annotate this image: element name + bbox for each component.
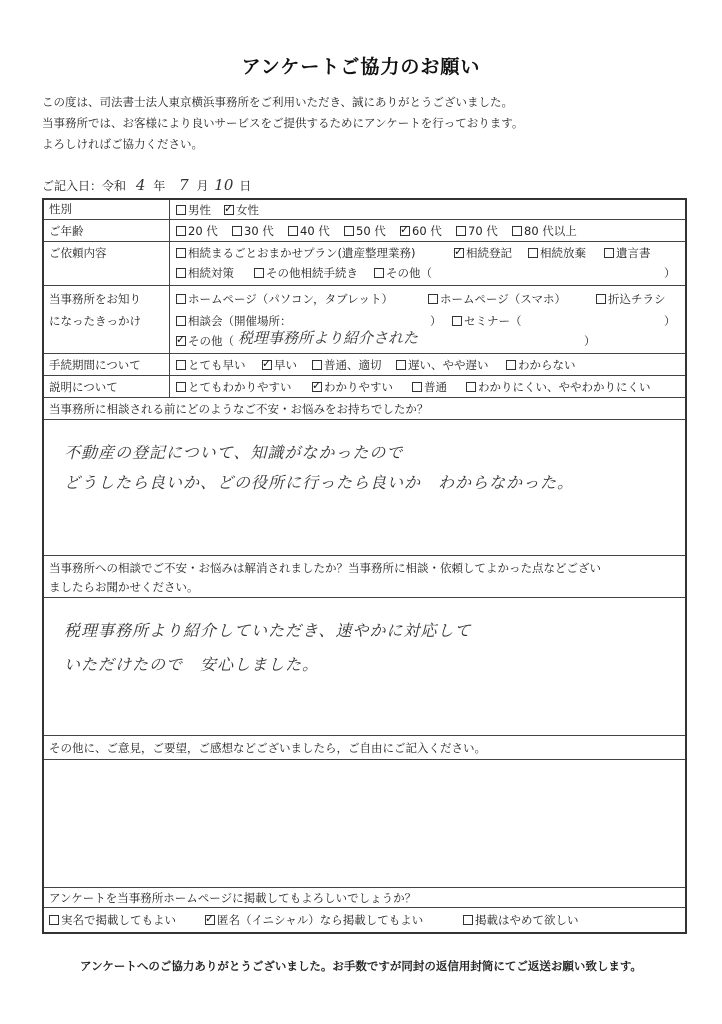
checkbox-checked[interactable] [400, 226, 410, 236]
checkbox[interactable] [374, 268, 384, 278]
footer-message: アンケートへのご協力ありがとうございました。お手数ですが同封の返信用封筒にてご返送お願い致します。 [80, 959, 642, 973]
close-paren: ） [664, 314, 676, 328]
source-row [44, 286, 685, 354]
q2-question-line: 当事務所への相談でご不安・お悩みは解消されましたか？当事務所に相談・依頼してよかった点などござい [49, 561, 601, 575]
checkbox[interactable] [176, 226, 186, 236]
option-inheritance-planning[interactable] [176, 264, 234, 282]
q1-header-row [44, 398, 685, 420]
q2-question-line: ましたらお聞かせください。 [49, 580, 199, 594]
option-label: 相続対策 [188, 266, 234, 280]
option-label: 50 代 [356, 224, 386, 238]
option-label: 実名で掲載してもよい [61, 913, 176, 927]
checkbox[interactable] [506, 360, 516, 370]
age-label [44, 220, 170, 241]
checkbox[interactable] [176, 268, 186, 278]
q1-answer-line: どうしたら良いか、どの役所に行ったら良いか わからなかった。 [64, 473, 575, 492]
gender-row [44, 200, 685, 220]
date-year-unit: 年 [153, 179, 166, 193]
option-label: 20 代 [188, 224, 218, 238]
source-label-text-2: になったきっかけ [49, 314, 141, 328]
option-label: 早い [274, 358, 297, 372]
checkbox[interactable] [596, 294, 606, 304]
option-very-clear[interactable] [176, 378, 292, 396]
option-label: 相談会（開催場所： [188, 314, 292, 328]
checkbox[interactable] [176, 360, 186, 370]
close-paren: ） [584, 334, 596, 348]
option-other-procedures[interactable] [254, 264, 358, 282]
period-label-text: 手続期間について [49, 358, 141, 372]
option-other[interactable] [374, 264, 432, 282]
checkbox[interactable] [456, 226, 466, 236]
checkbox-checked[interactable] [176, 336, 186, 346]
option-will[interactable] [604, 244, 651, 262]
option-unclear[interactable] [466, 378, 651, 396]
age-label-text: ご年齢 [49, 224, 84, 238]
option-consultation-event[interactable] [176, 312, 292, 330]
option-40s[interactable] [288, 222, 330, 240]
option-label: 折込チラシ [608, 292, 666, 306]
q4-options-row [44, 908, 685, 932]
date-day[interactable]: 10 [214, 176, 234, 194]
option-female[interactable] [224, 201, 259, 219]
option-label: 70 代 [468, 224, 498, 238]
date-label: ご記入日：令和 [42, 179, 127, 193]
age-row [44, 220, 685, 242]
request-label [44, 242, 170, 285]
source-other-handwritten[interactable]: 税理事務所より紹介された [238, 329, 419, 347]
checkbox-checked[interactable] [312, 382, 322, 392]
q1-answer-line: 不動産の登記について、知識がなかったので [64, 443, 404, 462]
checkbox[interactable] [512, 226, 522, 236]
checkbox[interactable] [604, 248, 614, 258]
period-row [44, 354, 685, 376]
checkbox[interactable] [396, 360, 406, 370]
q2-answer-line: 税理事務所より紹介していただき、速やかに対応して [64, 621, 472, 640]
option-50s[interactable] [344, 222, 386, 240]
option-20s[interactable] [176, 222, 218, 240]
option-70s[interactable] [456, 222, 498, 240]
checkbox[interactable] [466, 382, 476, 392]
option-slow[interactable] [396, 356, 489, 374]
option-homepage-smartphone[interactable] [428, 290, 566, 308]
checkbox-checked[interactable] [262, 360, 272, 370]
option-fast[interactable] [262, 356, 297, 374]
page-title: アンケートご協力のお願い [241, 56, 481, 78]
date-month-unit: 月 [196, 179, 209, 193]
option-label: 匿名（イニシャル）なら掲載してもよい [217, 913, 424, 927]
gender-label [44, 200, 170, 219]
option-label: その他（ [386, 266, 432, 280]
date-year[interactable]: 4 [135, 176, 146, 194]
option-60s[interactable] [400, 222, 442, 240]
q1-question: 当事務所に相談される前にどのようなご不安・お悩みをお持ちでしたか？ [49, 402, 429, 416]
option-label: 相続放棄 [540, 246, 586, 260]
option-normal-explanation[interactable] [412, 378, 447, 396]
option-label: 男性 [188, 203, 211, 217]
option-label: わかりにくい、ややわかりにくい [478, 380, 651, 394]
option-label: 80 代以上 [524, 224, 577, 238]
option-label: とても早い [188, 358, 246, 372]
option-label: 遺言書 [616, 246, 651, 260]
option-no-publish[interactable] [463, 911, 579, 929]
explanation-label-text: 説明について [49, 380, 118, 394]
q3-header-row [44, 736, 685, 760]
checkbox[interactable] [176, 316, 186, 326]
option-label: その他相続手続き [266, 266, 358, 280]
option-label: ホームページ（パソコン，タブレット） [188, 292, 394, 306]
checkbox[interactable] [428, 294, 438, 304]
close-paren: ） [430, 314, 442, 328]
checkbox[interactable] [412, 382, 422, 392]
checkbox[interactable] [49, 915, 59, 925]
option-source-other[interactable] [176, 332, 234, 350]
source-label-text-1: 当事務所をお知り [49, 292, 141, 306]
checkbox-checked[interactable] [224, 205, 234, 215]
checkbox[interactable] [176, 248, 186, 258]
option-80s-plus[interactable] [512, 222, 577, 240]
request-row [44, 242, 685, 286]
option-anonymous[interactable] [205, 911, 423, 929]
option-label: わからない [518, 358, 576, 372]
option-label: とてもわかりやすい [188, 380, 292, 394]
option-label: 60 代 [412, 224, 442, 238]
date-day-unit: 日 [239, 179, 252, 193]
gender-label-text: 性別 [49, 202, 72, 216]
q2-header-row [44, 556, 685, 598]
option-flyer[interactable] [596, 290, 666, 308]
intro-line: よろしければご協力ください。 [42, 137, 203, 151]
option-30s[interactable] [232, 222, 274, 240]
checkbox[interactable] [528, 248, 538, 258]
option-inheritance-registration[interactable] [454, 244, 512, 262]
period-label [44, 354, 170, 375]
entry-date [42, 176, 251, 194]
checkbox-checked[interactable] [454, 248, 464, 258]
survey-form [42, 198, 687, 934]
request-label-text: ご依頼内容 [49, 246, 107, 260]
q3-question: その他に、ご意見，ご要望，ご感想などございましたら，ご自由にご記入ください。 [49, 741, 486, 755]
option-label: セミナー（ [464, 314, 522, 328]
option-seminar[interactable] [452, 312, 522, 330]
intro-line: この度は、司法書士法人東京横浜事務所をご利用いただき、誠にありがとうございました。 [42, 95, 514, 109]
explanation-label [44, 376, 170, 397]
option-label: 相続まるごとおまかせプラン(遺産整理業務) [188, 246, 416, 260]
checkbox[interactable] [463, 915, 473, 925]
q3-answer-area[interactable] [44, 760, 685, 888]
checkbox[interactable] [254, 268, 264, 278]
checkbox[interactable] [312, 360, 322, 370]
explanation-row [44, 376, 685, 398]
option-unknown[interactable] [506, 356, 576, 374]
q4-options [49, 911, 679, 929]
option-label: ホームページ（スマホ） [440, 292, 567, 306]
checkbox[interactable] [452, 316, 462, 326]
option-very-fast[interactable] [176, 356, 246, 374]
q2-answer-line: いただけたので 安心しました。 [64, 655, 320, 674]
option-label: 相続登記 [466, 246, 512, 260]
option-label: わかりやすい [324, 380, 393, 394]
checkbox[interactable] [344, 226, 354, 236]
checkbox[interactable] [232, 226, 242, 236]
option-label: 掲載はやめて欲しい [475, 913, 579, 927]
checkbox[interactable] [176, 294, 186, 304]
option-homepage-pc[interactable] [176, 290, 393, 308]
checkbox[interactable] [176, 205, 186, 215]
date-month[interactable]: 7 [179, 176, 189, 194]
option-label: 女性 [236, 203, 259, 217]
option-label: 遅い、やや遅い [408, 358, 489, 372]
option-label: 30 代 [244, 224, 274, 238]
checkbox[interactable] [176, 382, 186, 392]
close-paren: ） [664, 266, 676, 280]
q4-question: アンケートを当事務所ホームページに掲載してもよろしいでしょうか？ [49, 891, 417, 905]
option-label: 普通、適切 [324, 358, 382, 372]
intro-line: 当事務所では、お客様により良いサービスをご提供するためにアンケートを行っております。 [42, 116, 524, 130]
option-label: 普通 [424, 380, 447, 394]
option-normal[interactable] [312, 356, 382, 374]
checkbox[interactable] [288, 226, 298, 236]
option-real-name[interactable] [49, 911, 176, 929]
q1-answer-area[interactable] [44, 420, 685, 556]
q2-answer-area[interactable] [44, 598, 685, 736]
q4-header-row [44, 888, 685, 908]
option-full-plan[interactable] [176, 244, 415, 262]
option-label: 40 代 [300, 224, 330, 238]
option-label: その他（ [188, 334, 234, 348]
option-male[interactable] [176, 201, 211, 219]
option-clear[interactable] [312, 378, 393, 396]
option-renunciation[interactable] [528, 244, 586, 262]
intro-text [42, 92, 692, 155]
checkbox-checked[interactable] [205, 915, 215, 925]
source-label [44, 286, 170, 353]
